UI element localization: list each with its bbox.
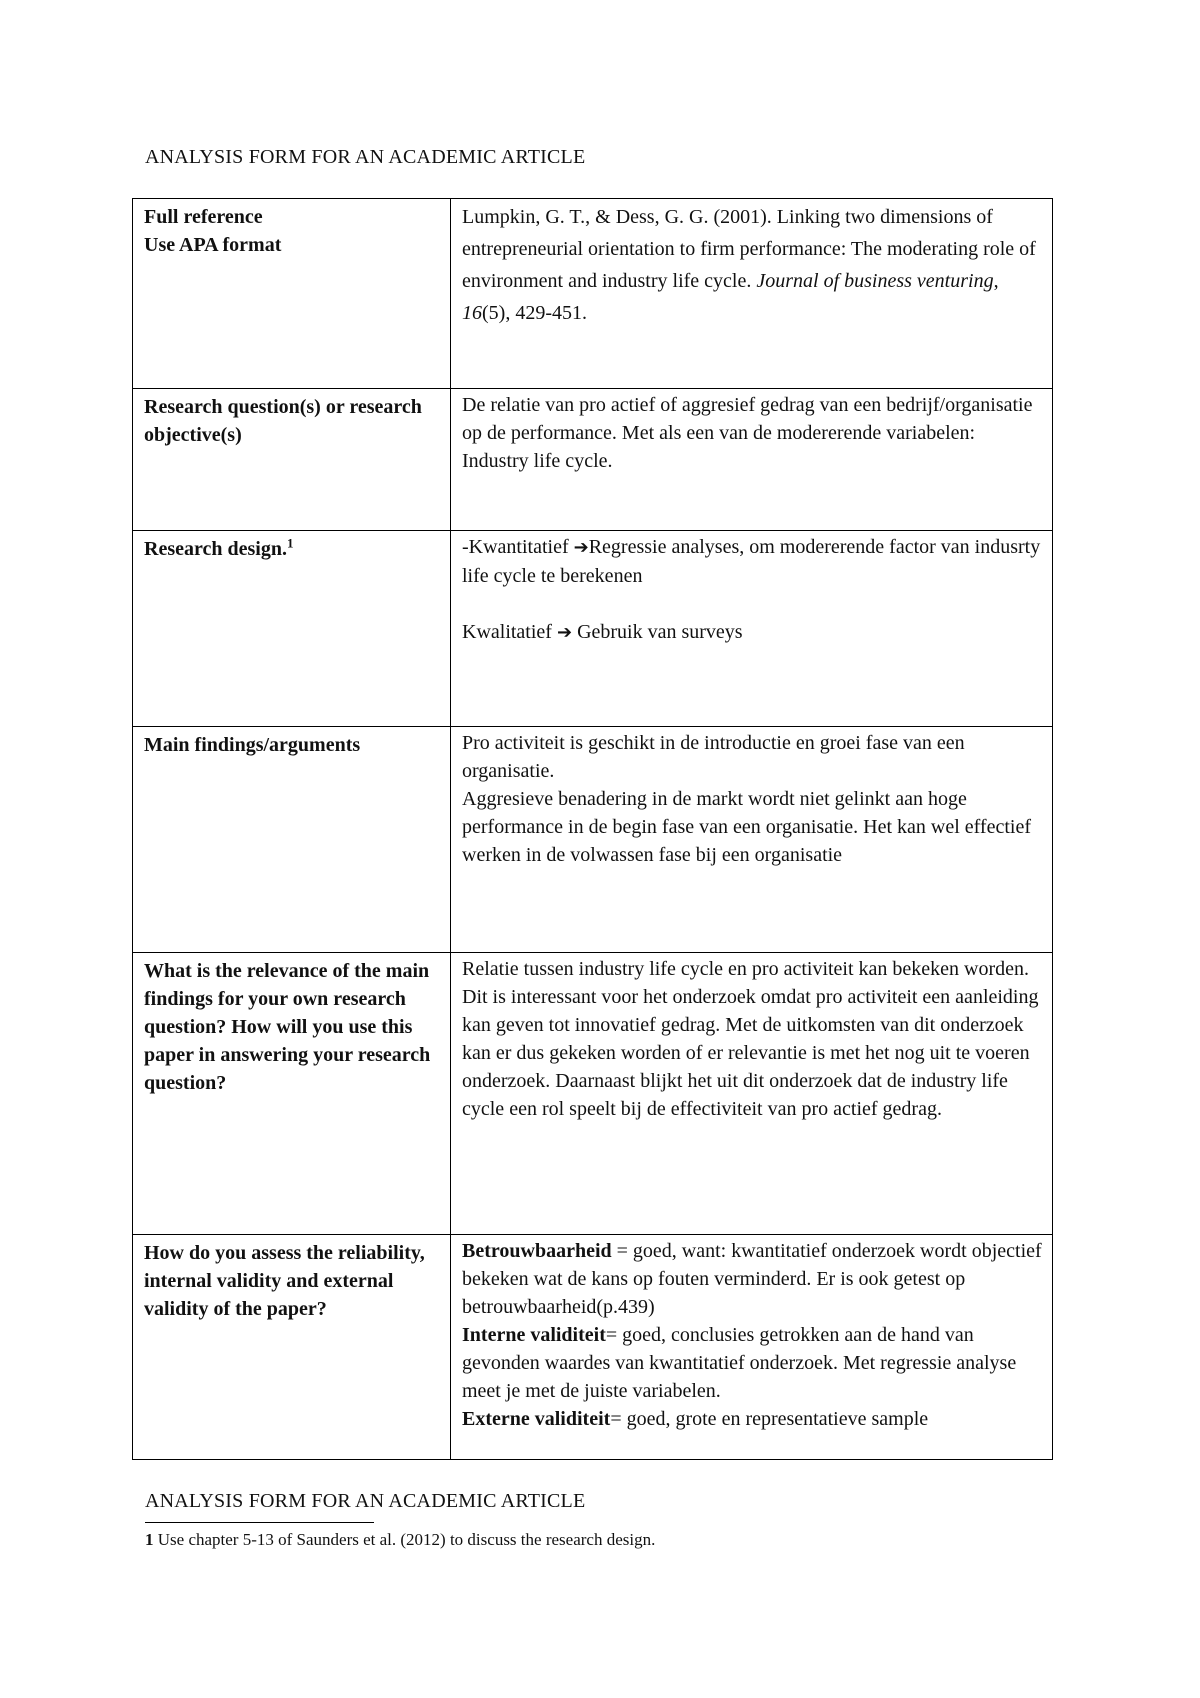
label-full-reference-line1: Full reference bbox=[144, 206, 263, 228]
label-assessment: How do you assess the reliability, internal validity and external validity of the paper? bbox=[133, 1235, 451, 1460]
arrow-right-icon: ➔ bbox=[573, 537, 589, 558]
main-findings-para2: Aggresieve benadering in de markt wordt niet gelinkt aan hoge performance in de begin fase van een organisatie. Het kan wel effectief werken in de volwassen fase bij een organisatie bbox=[462, 788, 1031, 866]
arrow-right-icon: ➔ bbox=[556, 622, 573, 643]
footnote bbox=[145, 1530, 655, 1550]
answer-full-reference bbox=[451, 199, 1053, 389]
footnote-text: Use chapter 5-13 of Saunders et al. (2012) to discuss the research design. bbox=[153, 1530, 656, 1549]
answer-research-question: De relatie van pro actief of aggresief gedrag van een bedrijf/organisatie op de performance. Met als een van de modererende variabelen: Industry life cycle. bbox=[451, 389, 1053, 531]
footnote-number: 1 bbox=[145, 1530, 154, 1549]
row-full-reference bbox=[133, 199, 1053, 389]
label-full-reference bbox=[133, 199, 451, 389]
page-title: ANALYSIS FORM FOR AN ACADEMIC ARTICLE bbox=[145, 146, 586, 168]
reference-journal: Journal of business venturing bbox=[756, 270, 994, 292]
answer-main-findings bbox=[451, 727, 1053, 953]
footer-title: ANALYSIS FORM FOR AN ACADEMIC ARTICLE bbox=[145, 1490, 586, 1512]
design-qual-label: Kwalitatief bbox=[462, 621, 557, 643]
answer-relevance: Relatie tussen industry life cycle en pro activiteit kan bekeken worden. Dit is interessant voor het onderzoek omdat pro activiteit een aanleiding kan geven tot innovatief gedrag. Met de uitkomsten van dit onderzoek kan er dus gekeken worden of er relevantie is met het nog uit te voeren onderzoek. Daarnaast blijkt het uit dit onderzoek dat de industry life cycle een rol speelt bij de effectiviteit van pro actief gedrag. bbox=[451, 953, 1053, 1235]
analysis-form-table bbox=[132, 198, 1053, 1460]
footnote-divider bbox=[145, 1522, 374, 1523]
research-design-label-text: Research design. bbox=[144, 538, 287, 560]
design-qual-text: Gebruik van surveys bbox=[572, 621, 743, 643]
design-quant-text: Regressie analyses, om modererende factor van indusrty life cycle te berekenen bbox=[462, 536, 1041, 587]
row-main-findings bbox=[133, 727, 1053, 953]
row-assessment bbox=[133, 1235, 1053, 1460]
main-findings-para1: Pro activiteit is geschikt in de introductie en groei fase van een organisatie. bbox=[462, 732, 965, 782]
answer-research-design bbox=[451, 531, 1053, 727]
reference-sep: , bbox=[993, 270, 999, 292]
row-research-design bbox=[133, 531, 1053, 727]
reference-text: Lumpkin, G. T., & Dess, G. G. (2001). Linking two dimensions of entrepreneurial orientation to firm performance: The moderating role of environment and industry life cycle. bbox=[462, 206, 1036, 292]
footnote-ref-1: 1 bbox=[286, 535, 294, 551]
row-research-question bbox=[133, 389, 1053, 531]
reference-pages: (5), 429-451. bbox=[482, 302, 587, 324]
reference-volume: 16 bbox=[462, 302, 482, 324]
internal-validity-text: = goed, conclusies getrokken aan de hand van gevonden waardes van kwantitatief onderzoek. Met regressie analyse meet je met de juiste variabelen. bbox=[462, 1324, 1017, 1402]
external-validity-term: Externe validiteit bbox=[462, 1408, 611, 1430]
answer-assessment bbox=[451, 1235, 1053, 1460]
label-research-design bbox=[133, 531, 451, 727]
external-validity-text: = goed, grote en representatieve sample bbox=[610, 1408, 929, 1430]
design-quant-label: -Kwantitatief bbox=[462, 536, 574, 558]
internal-validity-term: Interne validiteit bbox=[462, 1324, 606, 1346]
label-main-findings: Main findings/arguments bbox=[133, 727, 451, 953]
label-full-reference-line2: Use APA format bbox=[144, 234, 282, 256]
row-relevance bbox=[133, 953, 1053, 1235]
label-research-question: Research question(s) or research objective(s) bbox=[133, 389, 451, 531]
label-relevance: What is the relevance of the main findings for your own research question? How will you use this paper in answering your research question? bbox=[133, 953, 451, 1235]
reliability-term: Betrouwbaarheid bbox=[462, 1240, 612, 1262]
reliability-text: = goed, want: kwantitatief onderzoek wordt objectief bekeken wat de kans op fouten verminderd. Er is ook getest op betrouwbaarheid(p.439) bbox=[462, 1240, 1042, 1318]
